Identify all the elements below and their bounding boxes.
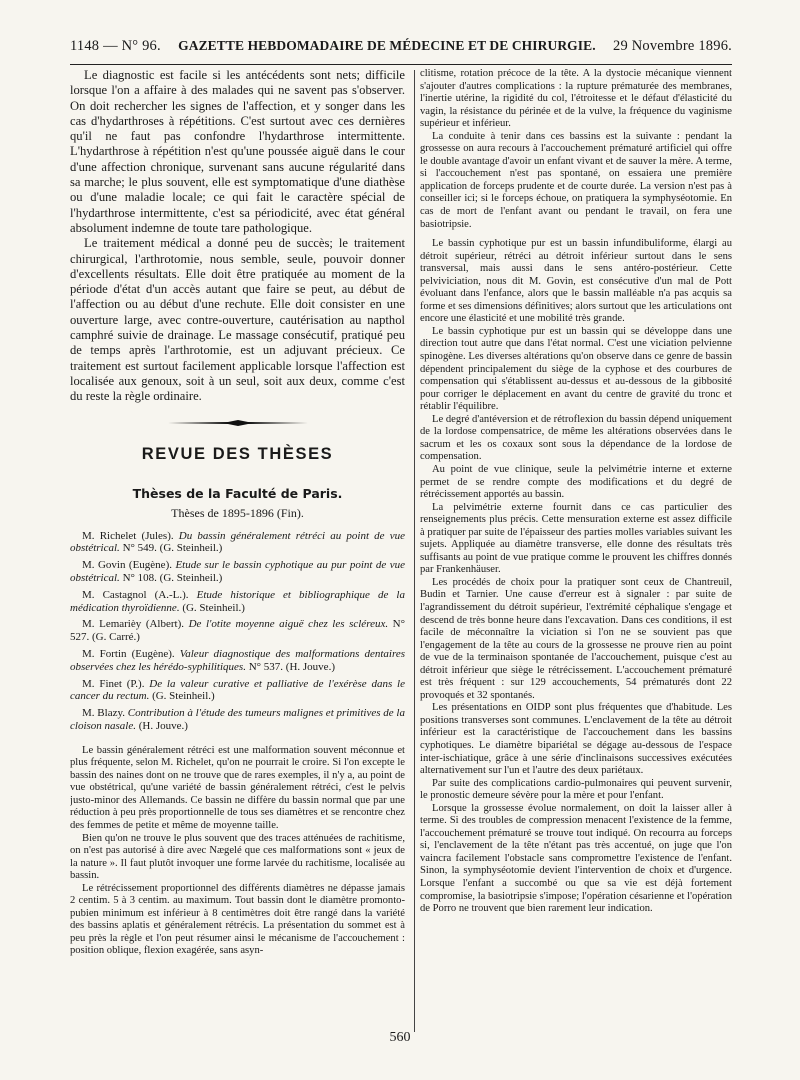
right-paragraph: Les présentations en OIDP sont plus fréquentes que d'habitude. Les positions transverses sont communes. L'enclavement de la tête au détroit inférieur est la caractéristique de l'accouchement dans les bassins cyphotiques. Le diamètre bipariétal se dégage au-dessous de l'espace inter-ischiatique, grâce à une série d'inclinaisons successives exécutées alternativement sur l'un et l'autre des deux pariétaux. — [420, 702, 732, 777]
thesis-title: De l'otite moyenne aiguë chez les scléreux. — [188, 618, 389, 631]
thesis-author: M. Castagnol (A.-L.). — [82, 588, 197, 601]
thesis-title: Du bassin généralement rétréci au point de vue obstétrical. — [70, 529, 405, 555]
thesis-title: Contribution à l'étude des tumeurs malignes et primitives de la cloison nasale. — [70, 707, 405, 732]
body-paragraph: Le rétrécissement proportionnel des différents diamètres ne dépasse jamais 2 centim. 5 à 3 centim. au maximum. Tout bassin dont le diamètre promonto-pubien minimum est inférieur à 8 centimètres doit être rangé dans la variété des bassins aplatis et généralement rétrécis. La présentation du sommet est à peu près la règle et l'on peut résumer ainsi le mécanisme de l'accouchement : position oblique, flexion exagérée, sans asyn- — [70, 882, 405, 957]
right-paragraph: Le bassin cyphotique pur est un bassin infundibuliforme, élargi au détroit supérieur, rétréci au détroit inférieur surtout dans le sens transversal, mais aussi dans le sens antéro-postérieur. Cette pelviviciation, nous dit M. Govin, est consécutive d'un mal de Pott évoluant dans l'enfance, alors que le bassin malléable n'a pas acquis sa forme et ses dimensions définitives; alors surtout que les articulations ont encore une élasticité et une mobilité très grande. — [420, 238, 732, 325]
thesis-entry — [70, 618, 405, 644]
page-header — [70, 38, 732, 62]
column-divider — [414, 70, 415, 1032]
thesis-entry — [70, 648, 405, 674]
issue-number: 1148 — N° 96. — [70, 38, 161, 54]
right-paragraph: La pelvimétrie externe fournit dans ce cas particulier des renseignements plus précis. Cette mensuration externe est assez difficile à pratiquer par suite de l'épaisseur des parties molles variables suivant les sujets. Appliquée au diamètre transverse, elle donne des résultats très suffisants au point de vue pratique comme le prouvent les chiffres donnés par Frankenhäuser. — [420, 501, 732, 576]
thesis-reference: (G. Steinheil.) — [179, 601, 245, 614]
body-text — [70, 745, 405, 958]
thesis-title: Etude sur le bassin cyphotique au pur point de vue obstétrical. — [70, 559, 405, 584]
left-column — [70, 68, 405, 1038]
thesis-reference: (H. Jouve.) — [136, 719, 188, 732]
right-paragraph: Au point de vue clinique, seule la pelvimétrie interne et externe permet de se rendre compte des modifications et du degré de rétrécissement apportés au bassin. — [420, 463, 732, 501]
thesis-title: Etude historique et bibliographique de la médication thyroïdienne. — [70, 588, 405, 614]
right-paragraph: Le degré d'antéversion et de rétroflexion du bassin dépend uniquement de la lordose compensatrice, de même les altérations observées dans le sacrum et les os coxaux sont sous la dépendance de la lordose de compensation. — [420, 413, 732, 463]
right-column — [420, 68, 732, 1038]
thesis-author: M. Govin (Eugène). — [82, 559, 176, 572]
body-paragraph: Bien qu'on ne trouve le plus souvent que des traces atténuées de rachitisme, on n'est pas autorisé à dire avec Nægelé que ces malformations sont « jeux de la nature ». Il faut plutôt invoquer une forme larvée du rachitisme, localisée au bassin. — [70, 832, 405, 882]
thesis-author: M. Blazy. — [82, 707, 128, 720]
ornamental-rule — [168, 419, 308, 427]
thesis-author: M. Lemarièy (Albert). — [82, 618, 189, 631]
thesis-title: De la valeur curative et palliative de l'exérèse dans le cancer du rectum. — [70, 677, 405, 703]
issue-date: 29 Novembre 1896. — [613, 38, 732, 54]
thesis-author: M. Finet (P.). — [82, 677, 150, 690]
journal-title: GAZETTE HEBDOMADAIRE DE MÉDECINE ET DE CHIRURGIE. — [178, 38, 596, 53]
theses-list — [70, 530, 405, 733]
thesis-reference: N° 527. (G. Carré.) — [70, 618, 405, 644]
thesis-author: M. Fortin (Eugène). — [82, 647, 180, 660]
thesis-reference: N° 108. (G. Steinheil.) — [119, 571, 223, 584]
thesis-entry — [70, 707, 405, 733]
thesis-entry — [70, 559, 405, 585]
right-paragraph: La conduite à tenir dans ces bassins est la suivante : pendant la grossesse on aura recours à l'accouchement prématuré artificiel qui offre le double avantage d'avoir un enfant vivant et de sauver la mère. A terme, si l'accouchement n'est pas spontané, on essaiera une première application de forceps prudente et de courte durée. La version n'est pas à conseiller ici; si le forceps échoue, on pratiquera la symphyséotomie. En cas de mort de l'enfant avant ou pendant le travail, on fera une basiotripsie. — [420, 130, 732, 230]
lead-paragraph: Le diagnostic est facile si les antécédents sont nets; difficile lorsque l'on a affaire à des malades qui ne savent pas s'observer. On doit rechercher les signes de l'affection, et y songer dans les cas d'hydarthroses à répétitions. C'est surtout avec ces dernières qu'il ne faut pas confondre l'hydarthrose intermittente. L'hydarthrose à répétition n'est qu'une poussée aiguë dans le cour d'une affection chronique, survenant sans aucune régularité dans sa marche; le plus souvent, elle est symptomatique d'une diathèse ou d'une maladie locale; ce qui fait le caractère spécial de l'hydarthrose intermittente, c'est sa périodicité, avec état général absolument indemne de toute tare pathologique. — [70, 68, 405, 235]
thesis-author: M. Richelet (Jules). — [82, 529, 179, 542]
thesis-reference: N° 549. (G. Steinheil.) — [119, 542, 223, 555]
lead-paragraph: Le traitement médical a donné peu de succès; le traitement chirurgical, l'arthrotomie, nous semble, seule, pouvoir donner d'excellents résultats. Elle doit être pratiquée au moment de la période d'état d'un accès autant que faire se peut, au début de l'affection ou au début d'une rechute. Elle doit consister en une ouverture large, avec contre-ouverture, cautérisation au napthol camphré suivie de drainage. Le massage consécutif, pratiqué peu de temps après l'arthrotomie, est un adjuvant précieux. Ce traitement est surtout facilement applicable lorsque l'affection est localisée aux genoux, soit à un seul, soit aux deux, comme c'est du reste la règle ordinaire. — [70, 236, 405, 404]
thesis-reference: (G. Steinheil.) — [149, 690, 215, 703]
right-paragraph: Les procédés de choix pour la pratiquer sont ceux de Chantreuil, Budin et Tarnier. Une cause d'erreur est à signaler : par suite de l'agrandissement du détroit supérieur, l'extrémité céphalique s'engage et descend de très bonne heure dans l'excavation. Dans ces conditions, il est facile de méconnaître la viciation si l'on ne se souvient pas que l'engagement de la tête au cours de la grossesse ne prouve rien au point de vue de la terminaison spontanée de l'accouchement, puisque c'est au détroit inférieur que siège le rétrécissement. L'accouchement prématuré est très fréquent : sur 129 accouchements, 54 prématurés dont 22 provoqués et 32 spontanés. — [420, 576, 732, 701]
thesis-reference: N° 537. (H. Jouve.) — [245, 660, 335, 673]
year-line: Thèses de 1895-1896 (Fin). — [171, 505, 304, 520]
thesis-entry — [70, 530, 405, 556]
right-paragraph: Par suite des complications cardio-pulmonaires qui peuvent survenir, le pronostic demeure sévère pour la mère et pour l'enfant. — [420, 777, 732, 802]
lead-text — [70, 68, 405, 405]
right-paragraph: clitisme, rotation précoce de la tête. A la dystocie mécanique viennent s'ajouter d'autres complications : la rupture prématurée des membranes, l'inertie utérine, la rigidité du col, l'étroitesse et le défaut d'élasticité du vagin, la résistance du périnée et de la vulve, la fréquence du vaginisme supérieur et inférieur. — [420, 68, 732, 130]
thesis-entry — [70, 589, 405, 615]
thesis-title: Valeur diagnostique des malformations dentaires observées chez les hérédo-syphilitiques. — [70, 647, 405, 673]
page-number: 560 — [389, 1030, 411, 1045]
right-paragraph: Le bassin cyphotique pur est un bassin qui se développe dans une direction tout autre que dans l'état normal. C'est une viciation pelvienne spinogène. Les diverses altérations qu'on observe dans ce genre de bassin dépendent principalement du siège de la cyphose et des courbures de compensation qui s'établissent au-dessus et au-dessous de la gibbosité pour corriger le déplacement en avant du centre de gravité du tronc et rétablir l'équilibre. — [420, 325, 732, 413]
thesis-entry — [70, 678, 405, 704]
section-title: REVUE DES THÈSES — [141, 444, 334, 463]
body-paragraph: Le bassin généralement rétréci est une malformation souvent méconnue et plus fréquente, selon M. Richelet, qu'on ne pourrait le croire. Si l'on excepte le bassin des naines dont on ne trouve que de rares exemples, il n'y a, au point de vue obstétrical, qu'une variété de bassin généralement rétréci, c'est le pelvis justo-minor des Allemands. Ce bassin ne diffère du bassin normal que par une réduction à peu près proportionnelle de tous ses diamètres et se rencontre chez des femmes de petite et même de moyenne taille. — [70, 744, 405, 831]
header-rule — [70, 64, 732, 65]
subsection-title: Thèses de la Faculté de Paris. — [132, 485, 343, 501]
right-paragraph: Lorsque la grossesse évolue normalement, on doit la laisser aller à terme. Si des troubles de compression menacent l'existence de la femme, l'accouchement prématuré se trouve tout indiqué. On recourra au forceps si, l'enclavement de la tête n'étant pas très accentué, on juge que l'on vaincra facilement l'obstacle sans compromettre l'existence de l'enfant. Sinon, la symphyséotomie devient l'intervention de choix et d'urgence. Lorsque l'enfant a succombé ou que sa vie est déjà fortement compromise, la basiotripsie s'impose; l'opération césarienne et l'opération de Porro ne trouvent que bien rarement leur indication. — [420, 802, 732, 915]
